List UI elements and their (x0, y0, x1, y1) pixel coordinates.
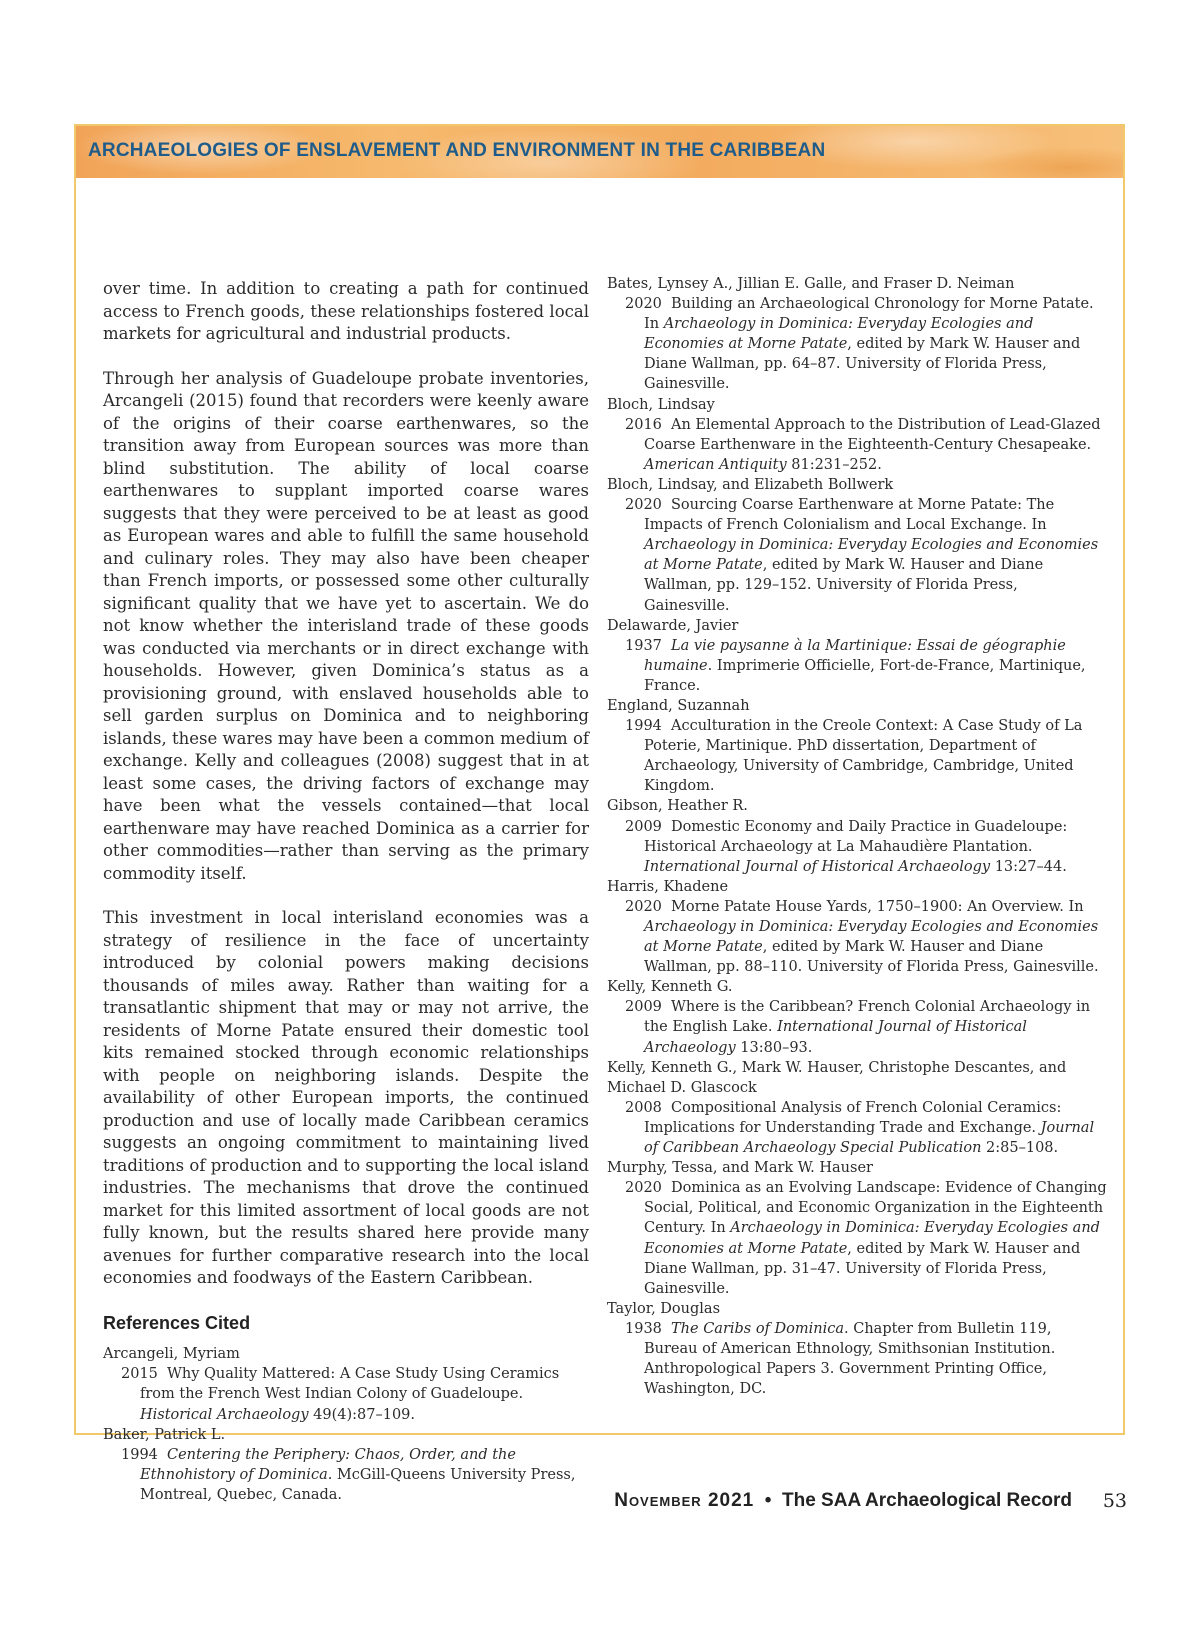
reference-text: Acculturation in the Creole Context: A Case Study of La Poterie, Martinique. PhD dissertation, Department of Archaeology, University of Cambridge, Cambridge, United Kingdom. (644, 718, 1083, 795)
right-column (607, 274, 1107, 1399)
reference-text: . Imprimerie Officielle, Fort-de-France, Martinique, France. (644, 657, 1086, 694)
reference-author: Bloch, Lindsay (607, 396, 715, 413)
body-paragraph: over time. In addition to creating a path for continued access to French goods, these relationships fostered local markets for agricultural and industrial products. (103, 279, 589, 343)
reference-title-italic: Centering the Periphery: Chaos, Order, and the Ethnohistory of Dominica. (140, 1447, 516, 1484)
reference-title-italic: American Antiquity (644, 456, 787, 473)
reference-citation (607, 636, 1107, 696)
reference-text: Where is the Caribbean? French Colonial Archaeology in the English Lake. (644, 999, 1091, 1036)
reference-text: Dominica as an Evolving Landscape: Evidence of Changing Social, Political, and Economic Organization in the Eighteenth Century. In (644, 1180, 1107, 1237)
reference-author: Murphy, Tessa, and Mark W. Hauser (607, 1160, 873, 1177)
reference-author: Taylor, Douglas (607, 1300, 721, 1317)
reference-title-italic: International Journal of Historical Archaeology (644, 1019, 1027, 1056)
reference-text: An Elemental Approach to the Distribution of Lead-Glazed Coarse Earthenware in the Eighteenth-Century Chesapeake. (644, 416, 1101, 453)
left-column (103, 278, 589, 1506)
reference-entry (607, 1158, 1107, 1299)
reference-citation (607, 897, 1107, 977)
reference-citation (607, 294, 1107, 394)
reference-year: 1937 (625, 637, 662, 654)
reference-text: Building an Archaeological Chronology for Morne Patate. In (644, 296, 1094, 333)
reference-entry (607, 274, 1107, 395)
reference-entry (607, 1299, 1107, 1399)
reference-text: 81:231–252. (786, 456, 882, 473)
body-paragraph: This investment in local interisland economies was a strategy of resilience in the face of uncertainty introduced by colonial powers making decisions thousands of miles away. Rather than waiting for a transatlantic shipment that may or may not arrive, the residents of Morne Patate ensured their domestic tool kits remained stocked through economic relationships with people on neighboring islands. Despite the availability of other European imports, the continued production and use of locally made Caribbean ceramics suggests an ongoing commitment to maintaining lived traditions of production and to supporting the local island industries. The mechanisms that drove the continued market for this limited assortment of local goods are not fully known, but the results shared here provide many avenues for further comparative research into the local economies and foodways of the Eastern Caribbean. (103, 908, 589, 1287)
reference-year: 2020 (625, 296, 662, 313)
page-footer (0, 1490, 1200, 1520)
reference-entry (607, 977, 1107, 1057)
reference-text: 2:85–108. (981, 1140, 1059, 1157)
reference-year: 1938 (625, 1320, 662, 1337)
reference-citation (607, 1178, 1107, 1299)
reference-text: . Chapter from Bulletin 119, Bureau of American Ethnology, Smithsonian Institution. Anthropological Papers 3. Government Printing Office, Washington, DC. (644, 1320, 1056, 1398)
references-heading: References Cited (103, 1312, 251, 1333)
reference-year: 2016 (625, 416, 662, 433)
reference-author: Bates, Lynsey A., Jillian E. Galle, and Fraser D. Neiman (607, 276, 1015, 292)
references-list-left (103, 1344, 589, 1506)
reference-entry (607, 696, 1107, 796)
reference-entry (607, 616, 1107, 696)
reference-text: McGill-Queens University Press, Montreal, Quebec, Canada. (140, 1467, 576, 1504)
reference-year: 1994 (121, 1447, 158, 1464)
reference-text: , edited by Mark W. Hauser and Diane Wallman, pp. 88–110. University of Florida Press, Gainesville. (644, 939, 1099, 976)
reference-year: 1994 (625, 718, 662, 735)
page-number: 53 (1102, 1490, 1127, 1512)
reference-author: Harris, Khadene (607, 878, 729, 895)
reference-author: Delawarde, Javier (607, 617, 739, 634)
reference-citation (607, 1098, 1107, 1158)
reference-title-italic: Archaeology in Dominica: Everyday Ecologies and Economies at Morne Patate (644, 1220, 1100, 1257)
reference-text: 49(4):87–109. (308, 1406, 416, 1423)
reference-author: England, Suzannah (607, 697, 750, 714)
reference-text: Compositional Analysis of French Colonial Ceramics: Implications for Understanding Trade and Exchange. (644, 1099, 1062, 1136)
reference-citation (607, 997, 1107, 1057)
reference-author: Bloch, Lindsay, and Elizabeth Bollwerk (607, 476, 894, 493)
reference-text: 13:27–44. (990, 858, 1067, 875)
reference-author: Baker, Patrick L. (103, 1426, 226, 1443)
banner-title: ARCHAEOLOGIES OF ENSLAVEMENT AND ENVIRONMENT IN THE CARIBBEAN (88, 140, 826, 161)
reference-year: 2020 (625, 898, 662, 915)
reference-title-italic: Journal of Caribbean Archaeology Special Publication (644, 1119, 1095, 1157)
reference-author: Gibson, Heather R. (607, 798, 748, 815)
reference-entry (607, 395, 1107, 475)
reference-author: Arcangeli, Myriam (103, 1346, 240, 1362)
footer-publication (614, 1490, 1072, 1512)
reference-entry (607, 1058, 1107, 1158)
references-list-right (607, 274, 1107, 1399)
reference-text: Domestic Economy and Daily Practice in Guadeloupe: Historical Archaeology at La Mahaudière Plantation. (644, 818, 1068, 855)
reference-year: 2009 (625, 999, 662, 1016)
footer-journal-name: The SAA Archaeological Record (782, 1490, 1072, 1511)
reference-text: , edited by Mark W. Hauser and Diane Wallman, pp. 31–47. University of Florida Press, Gainesville. (644, 1240, 1081, 1297)
reference-text: Morne Patate House Yards, 1750–1900: An Overview. In (671, 898, 1084, 915)
reference-year: 2020 (625, 497, 662, 514)
reference-text: , edited by Mark W. Hauser and Diane Wallman, pp. 129–152. University of Florida Press, Gainesville. (644, 557, 1044, 614)
reference-citation (607, 1319, 1107, 1399)
reference-entry (103, 1344, 589, 1425)
reference-entry (607, 877, 1107, 977)
reference-year: 2020 (625, 1180, 662, 1197)
footer-bullet: • (764, 1490, 772, 1511)
reference-entry (607, 475, 1107, 616)
reference-citation (103, 1364, 589, 1425)
reference-citation (607, 716, 1107, 796)
reference-text: Why Quality Mattered: A Case Study Using Ceramics from the French West Indian Colony of Guadeloupe. (140, 1366, 560, 1403)
reference-title-italic: Archaeology in Dominica: Everyday Ecologies and Economies at Morne Patate (644, 537, 1099, 574)
reference-author: Kelly, Kenneth G. (607, 979, 733, 996)
section-banner (76, 126, 1123, 178)
reference-title-italic: Archaeology in Dominica: Everyday Ecologies and Economies at Morne Patate (644, 919, 1099, 956)
reference-title-italic: International Journal of Historical Archaeology (644, 858, 991, 875)
reference-title-italic: Historical Archaeology (140, 1406, 309, 1423)
reference-entry (607, 796, 1107, 876)
reference-title-italic: Archaeology in Dominica: Everyday Ecologies and Economies at Morne Patate (644, 316, 1034, 353)
reference-citation (607, 817, 1107, 877)
reference-citation (607, 415, 1107, 475)
reference-text: 13:80–93. (735, 1039, 813, 1056)
reference-text: , edited by Mark W. Hauser and Diane Wallman, pp. 64–87. University of Florida Press, Gainesville. (644, 336, 1081, 393)
reference-title-italic: The Caribs of Dominica (671, 1320, 845, 1337)
footer-issue-date: November 2021 (614, 1490, 755, 1511)
reference-year: 2015 (121, 1366, 158, 1383)
reference-citation (607, 495, 1107, 616)
body-paragraph: Through her analysis of Guadeloupe probate inventories, Arcangeli (2015) found that recorders were keenly aware of the origins of their coarse earthenwares, so the transition away from European sources was more than blind substitution. The ability of local coarse earthenwares to supplant imported coarse wares suggests that they were perceived to be at least as good as European wares and able to fulfill the same household and culinary roles. They may also have been cheaper than French imports, or possessed some other culturally significant quality that we have yet to ascertain. We do not know whether the interisland trade of these goods was conducted via merchants or in direct exchange with households. However, given Dominica’s status as a provisioning ground, with enslaved households able to sell garden surplus on Dominica and to neighboring islands, these wares may have been a common medium of exchange. Kelly and colleagues (2008) suggest that in at least some cases, the driving factors of exchange may have been what the vessels contained—that local earthenware may have reached Dominica as a carrier for other commodities—rather than serving as the primary commodity itself. (103, 368, 589, 883)
reference-text: Sourcing Coarse Earthenware at Morne Patate: The Impacts of French Colonialism and Local Exchange. In (644, 497, 1055, 534)
reference-year: 2009 (625, 818, 662, 835)
reference-author: Kelly, Kenneth G., Mark W. Hauser, Christophe Descantes, and Michael D. Glascock (607, 1059, 1067, 1096)
reference-year: 2008 (625, 1099, 662, 1116)
reference-title-italic: La vie paysanne à la Martinique: Essai de géographie humaine (644, 637, 1066, 674)
